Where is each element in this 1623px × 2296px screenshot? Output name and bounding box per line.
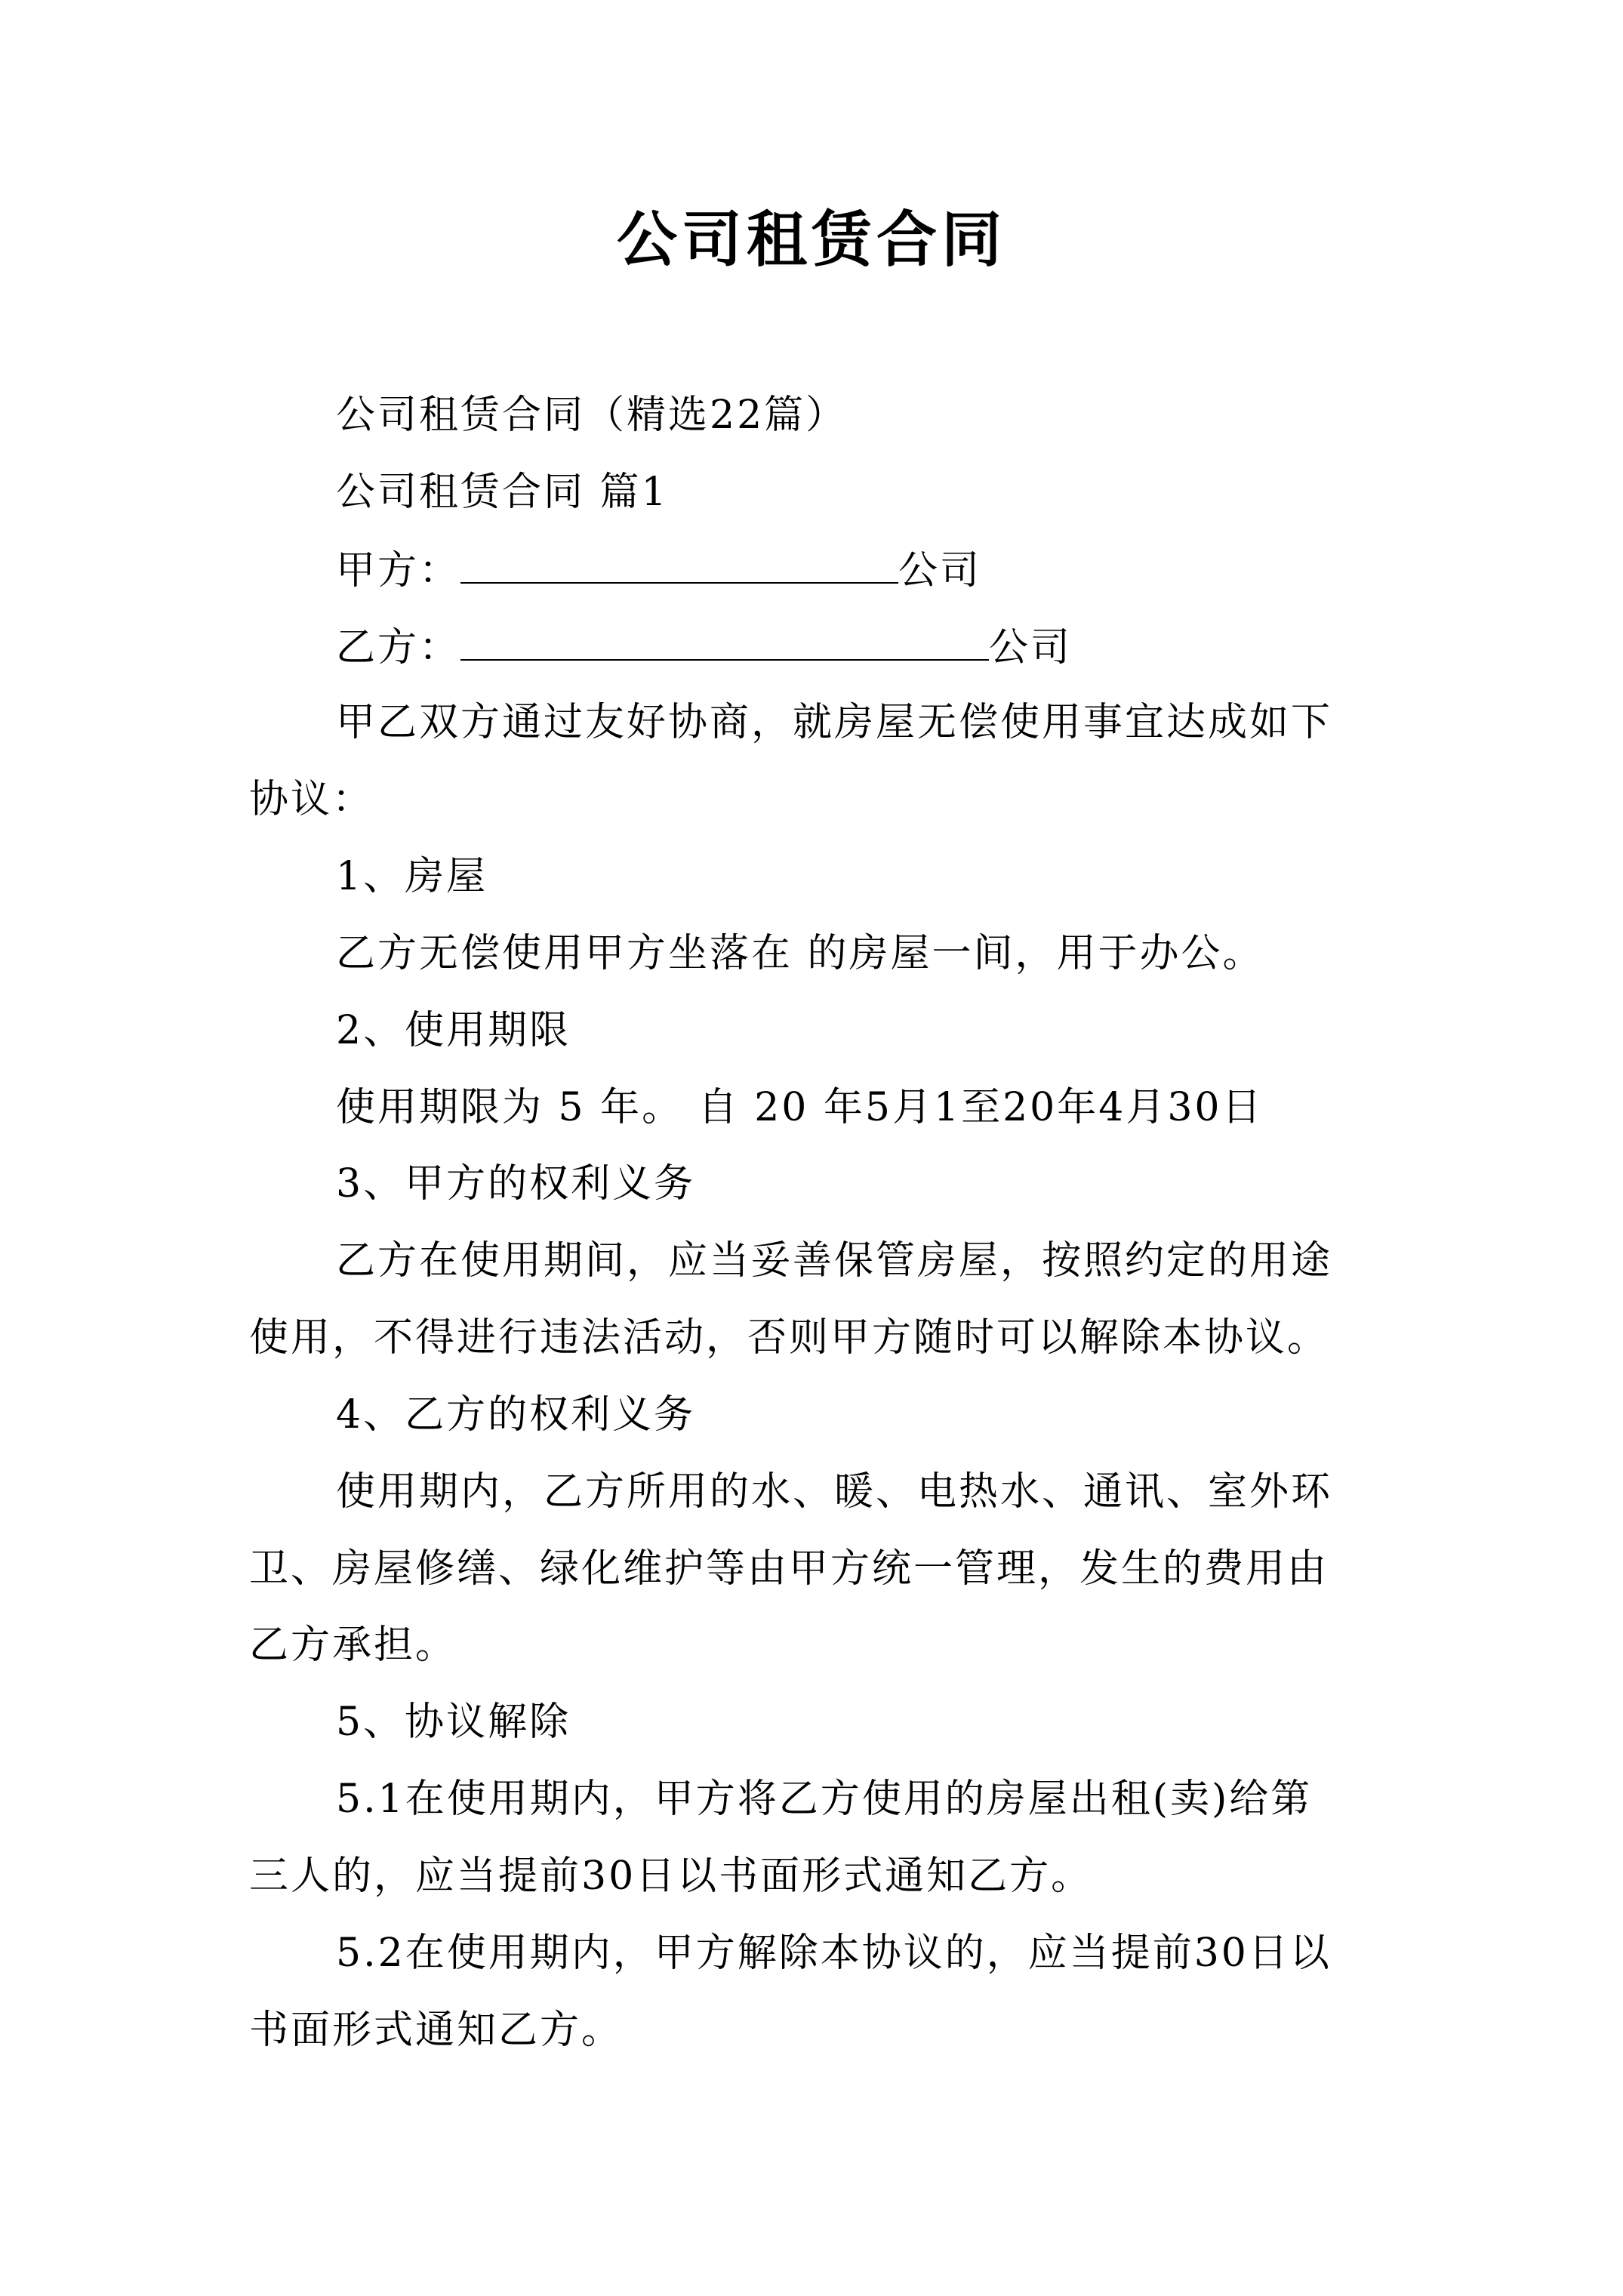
body-line: 协议： bbox=[249, 777, 374, 822]
clause-heading: 4、乙方的权利义务 bbox=[336, 1392, 696, 1438]
body-line: 5.1在使用期内，甲方将乙方使用的房屋出租(卖)给第 bbox=[336, 1777, 1313, 1822]
body-line: 使用期限为 5 年。 自 20 年5月1至20年4月30日 bbox=[336, 1085, 1264, 1130]
body-line: 甲乙双方通过友好协商，就房屋无偿使用事宜达成如下 bbox=[336, 700, 1333, 745]
clause-heading: 5、协议解除 bbox=[336, 1700, 571, 1745]
subtitle-line: 公司租赁合同（精选22篇） bbox=[336, 393, 848, 438]
body-line: 书面形式通知乙方。 bbox=[249, 2008, 624, 2053]
party-b-blank bbox=[460, 620, 989, 661]
body-line: 乙方无偿使用甲方坐落在 的房屋一间，用于办公。 bbox=[336, 931, 1264, 976]
clause-heading: 1、房屋 bbox=[336, 854, 488, 899]
section-heading-line: 公司租赁合同 篇1 bbox=[336, 470, 669, 515]
body-line: 卫、房屋修缮、绿化维护等由甲方统一管理，发生的费用由 bbox=[249, 1546, 1329, 1592]
party-a-line bbox=[336, 543, 981, 597]
party-a-suffix: 公司 bbox=[898, 548, 982, 593]
body-line: 使用期内，乙方所用的水、暖、电热水、通讯、室外环 bbox=[336, 1469, 1333, 1515]
party-a-blank bbox=[460, 543, 898, 584]
party-a-label: 甲方： bbox=[336, 548, 461, 593]
body-line: 5.2在使用期内，甲方解除本协议的，应当提前30日以 bbox=[336, 1931, 1332, 1976]
clause-heading: 2、使用期限 bbox=[336, 1008, 571, 1053]
body-line: 乙方承担。 bbox=[249, 1623, 457, 1668]
party-b-line bbox=[336, 620, 1072, 674]
party-b-suffix: 公司 bbox=[989, 625, 1073, 670]
body-line: 使用，不得进行违法活动，否则甲方随时可以解除本协议。 bbox=[249, 1315, 1329, 1361]
body-line: 三人的，应当提前30日以书面形式通知乙方。 bbox=[249, 1854, 1093, 1899]
party-b-label: 乙方： bbox=[336, 625, 461, 670]
document-title: 公司租赁合同 bbox=[617, 204, 1006, 275]
body-line: 乙方在使用期间，应当妥善保管房屋，按照约定的用途 bbox=[336, 1238, 1333, 1284]
clause-heading: 3、甲方的权利义务 bbox=[336, 1161, 696, 1207]
